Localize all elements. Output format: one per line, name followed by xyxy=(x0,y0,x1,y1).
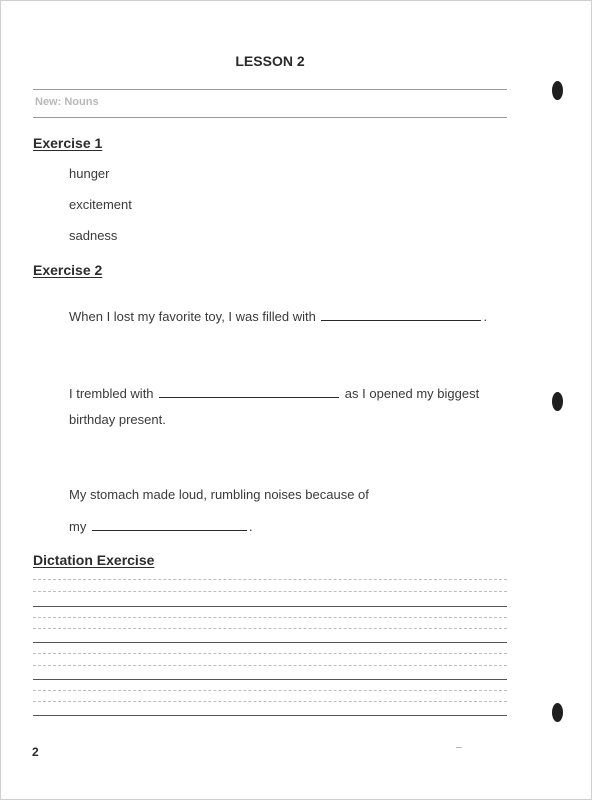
sentence-text: . xyxy=(248,519,253,534)
writing-guide-line xyxy=(33,617,507,618)
exercise-2-heading: Exercise 2 xyxy=(33,262,103,278)
page-number: 2 xyxy=(32,745,39,759)
lesson-topic: New: Nouns xyxy=(35,96,99,108)
stray-mark xyxy=(456,747,462,748)
sentence-text: my xyxy=(69,519,87,534)
writing-guide-line xyxy=(33,665,507,666)
sentence-text: When I lost my favorite toy, I was filled with xyxy=(69,309,316,324)
writing-guide-line xyxy=(33,579,507,580)
exercise-2-sentence-2 xyxy=(69,384,479,401)
lesson-title: LESSON 2 xyxy=(235,53,305,69)
exercise-2-sentence-2-continued: birthday present. xyxy=(69,412,166,427)
answer-blank[interactable] xyxy=(321,307,481,321)
writing-guide-line xyxy=(33,701,507,702)
writing-line[interactable] xyxy=(33,715,507,716)
writing-guide-line xyxy=(33,690,507,691)
binder-hole-top xyxy=(552,81,563,100)
exercise-2-sentence-3: My stomach made loud, rumbling noises because of xyxy=(69,487,369,502)
answer-blank[interactable] xyxy=(159,384,339,398)
answer-blank[interactable] xyxy=(92,517,247,531)
exercise-1-word: sadness xyxy=(69,228,118,243)
divider-bottom xyxy=(33,117,507,118)
binder-hole-middle xyxy=(552,392,563,411)
exercise-1-heading: Exercise 1 xyxy=(33,135,103,151)
sentence-text: as I opened my biggest xyxy=(344,386,480,401)
writing-line[interactable] xyxy=(33,606,507,607)
writing-line[interactable] xyxy=(33,642,507,643)
writing-guide-line xyxy=(33,591,507,592)
exercise-2-sentence-3-continued xyxy=(69,517,253,534)
writing-line[interactable] xyxy=(33,679,507,680)
sentence-text: I trembled with xyxy=(69,386,154,401)
divider-top xyxy=(33,89,507,90)
dictation-heading: Dictation Exercise xyxy=(33,552,155,568)
exercise-2-sentence-1 xyxy=(69,307,487,324)
writing-guide-line xyxy=(33,628,507,629)
exercise-1-word: hunger xyxy=(69,166,110,181)
binder-hole-bottom xyxy=(552,703,563,722)
exercise-1-word: excitement xyxy=(69,197,132,212)
writing-guide-line xyxy=(33,653,507,654)
sentence-text: . xyxy=(483,309,488,324)
